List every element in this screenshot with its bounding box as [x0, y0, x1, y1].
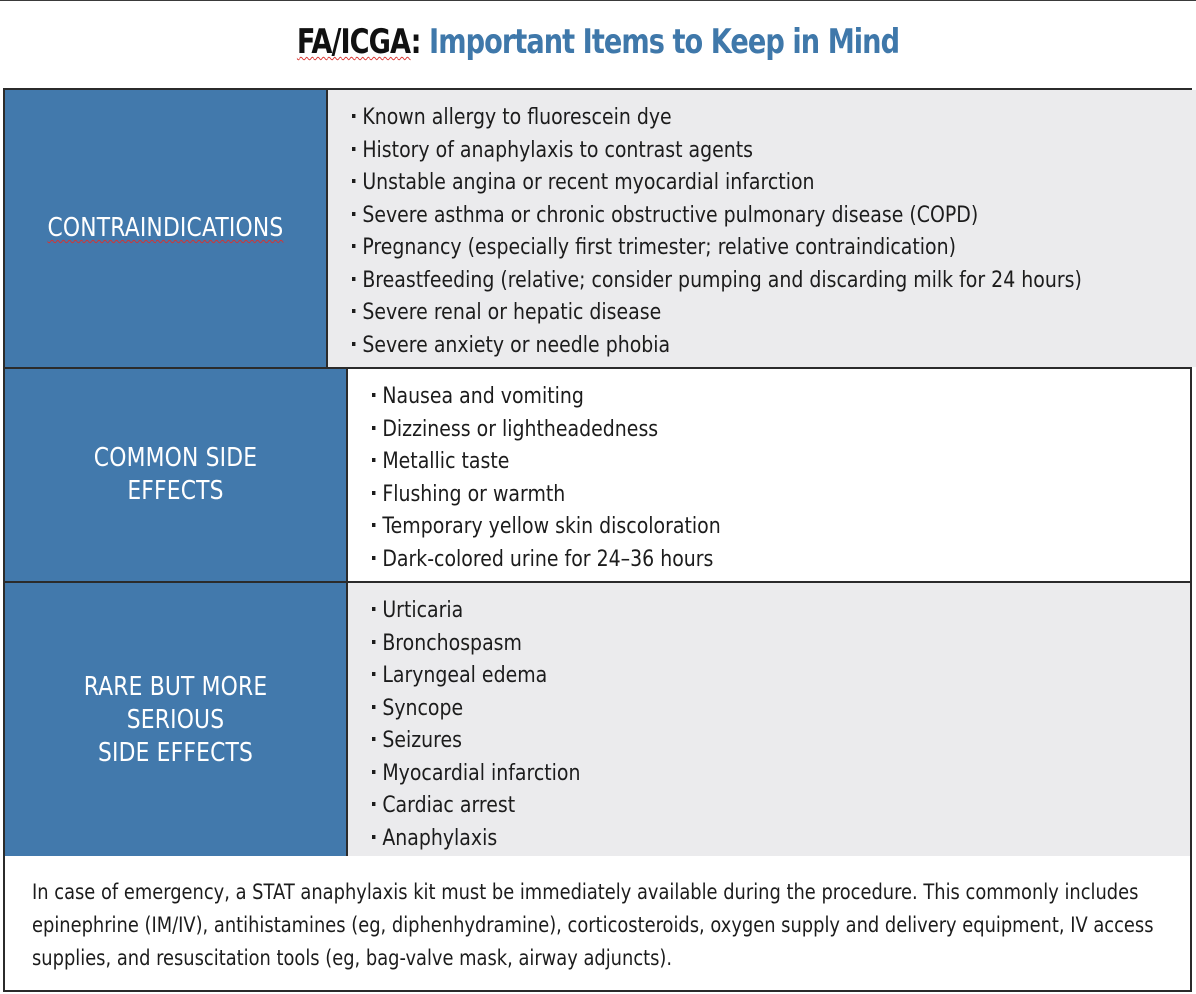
bullet-icon	[352, 212, 355, 216]
list-item	[372, 511, 1075, 544]
bullet-icon	[352, 147, 355, 151]
serious-side-effects-row	[5, 583, 1190, 858]
list-item-text: Breastfeeding (relative; consider pumping and discarding milk for 24 hours)	[362, 267, 1082, 293]
common-side-effects-label: COMMON SIDE EFFECTS	[93, 443, 258, 506]
list-item-text: Severe anxiety or needle phobia	[362, 332, 670, 358]
bullet-icon	[352, 244, 355, 248]
bullet-icon	[372, 770, 375, 774]
list-item	[352, 135, 1082, 168]
list-item-text: Known allergy to fluorescein dye	[362, 105, 672, 130]
emergency-note-text: In case of emergency, a STAT anaphylaxis kit must be immediately available during the procedure. This commonly includes epinephrine (IM/IV), antihistamines (eg, diphenhydramine), corticosteroids, oxygen supply and delivery equipment, IV access supplies, and resuscitation tools (eg, bag-valve mask, airway adjuncts).	[32, 880, 1154, 970]
list-item	[372, 823, 1075, 856]
list-item	[372, 790, 1075, 823]
contraindications-label-cell	[5, 90, 328, 367]
list-item	[372, 595, 1075, 628]
list-item-text: Laryngeal edema	[382, 663, 548, 688]
bullet-icon	[372, 640, 375, 644]
title-text: Important Items to Keep in Mind	[420, 22, 900, 62]
info-table	[3, 88, 1192, 860]
serious-side-effects-list-cell	[348, 583, 1190, 858]
list-item	[352, 265, 1082, 298]
title-colon: :	[410, 22, 421, 62]
emergency-note	[3, 856, 1192, 992]
list-item-text: Bronchospasm	[382, 630, 522, 656]
list-item-text: Pregnancy (especially first trimester; relative contraindication)	[362, 235, 956, 260]
list-item	[372, 758, 1075, 791]
list-item	[372, 479, 1075, 512]
bullet-icon	[372, 607, 375, 611]
contraindications-row	[5, 90, 1190, 369]
list-item-text: Severe asthma or chronic obstructive pulmonary disease (COPD)	[362, 202, 979, 228]
bullet-icon	[372, 491, 375, 495]
bullet-icon	[352, 179, 355, 183]
bullet-icon	[352, 309, 355, 313]
list-item	[352, 167, 1082, 200]
list-item-text: Seizures	[382, 728, 463, 753]
list-item-text: Dark-colored urine for 24–36 hours	[382, 546, 714, 572]
list-item-text: History of anaphylaxis to contrast agents	[362, 137, 753, 163]
bullet-icon	[352, 342, 355, 346]
serious-side-effects-list	[372, 595, 1190, 855]
bullet-icon	[372, 523, 375, 527]
bullet-icon	[352, 114, 355, 118]
bullet-icon	[372, 458, 375, 462]
common-side-effects-label-cell	[5, 369, 348, 581]
list-item	[372, 725, 1075, 758]
serious-side-effects-label-cell	[5, 583, 348, 858]
list-item-text: Nausea and vomiting	[382, 384, 584, 409]
top-rule	[0, 0, 1196, 1]
bullet-icon	[372, 426, 375, 430]
bullet-icon	[372, 737, 375, 741]
list-item-text: Urticaria	[382, 598, 464, 623]
list-item-text: Severe renal or hepatic disease	[362, 300, 662, 325]
list-item	[372, 446, 1075, 479]
list-item-text: Flushing or warmth	[382, 481, 566, 507]
title-prefix: FA/ICGA	[296, 22, 411, 62]
list-item-text: Myocardial infarction	[382, 760, 581, 786]
list-item-text: Temporary yellow skin discoloration	[382, 514, 721, 539]
bullet-icon	[372, 835, 375, 839]
serious-side-effects-label: RARE BUT MORE SERIOUS SIDE EFFECTS	[83, 672, 268, 768]
list-item	[372, 660, 1075, 693]
contraindications-list-cell	[328, 90, 1196, 367]
list-item-text: Anaphylaxis	[382, 825, 498, 851]
common-side-effects-list	[372, 381, 1190, 576]
bullet-icon	[372, 393, 375, 397]
list-item	[372, 414, 1075, 447]
bullet-icon	[372, 802, 375, 806]
list-item	[372, 544, 1075, 577]
list-item	[372, 381, 1075, 414]
contraindications-list	[352, 102, 1196, 362]
list-item	[352, 200, 1082, 233]
list-item	[352, 297, 1082, 330]
list-item-text: Syncope	[382, 695, 464, 721]
list-item-text: Cardiac arrest	[382, 793, 516, 818]
list-item	[352, 232, 1082, 265]
list-item	[372, 628, 1075, 661]
bullet-icon	[352, 277, 355, 281]
bullet-icon	[372, 672, 375, 676]
page-title	[120, 14, 1077, 70]
contraindications-label: CONTRAINDICATIONS	[47, 213, 284, 243]
list-item	[352, 102, 1082, 135]
bullet-icon	[372, 705, 375, 709]
list-item-text: Metallic taste	[382, 449, 510, 474]
list-item	[372, 693, 1075, 726]
common-side-effects-list-cell	[348, 369, 1190, 581]
bullet-icon	[372, 556, 375, 560]
common-side-effects-row	[5, 369, 1190, 583]
list-item-text: Dizziness or lightheadedness	[382, 416, 659, 442]
list-item	[352, 330, 1082, 363]
list-item-text: Unstable angina or recent myocardial infarction	[362, 170, 815, 195]
